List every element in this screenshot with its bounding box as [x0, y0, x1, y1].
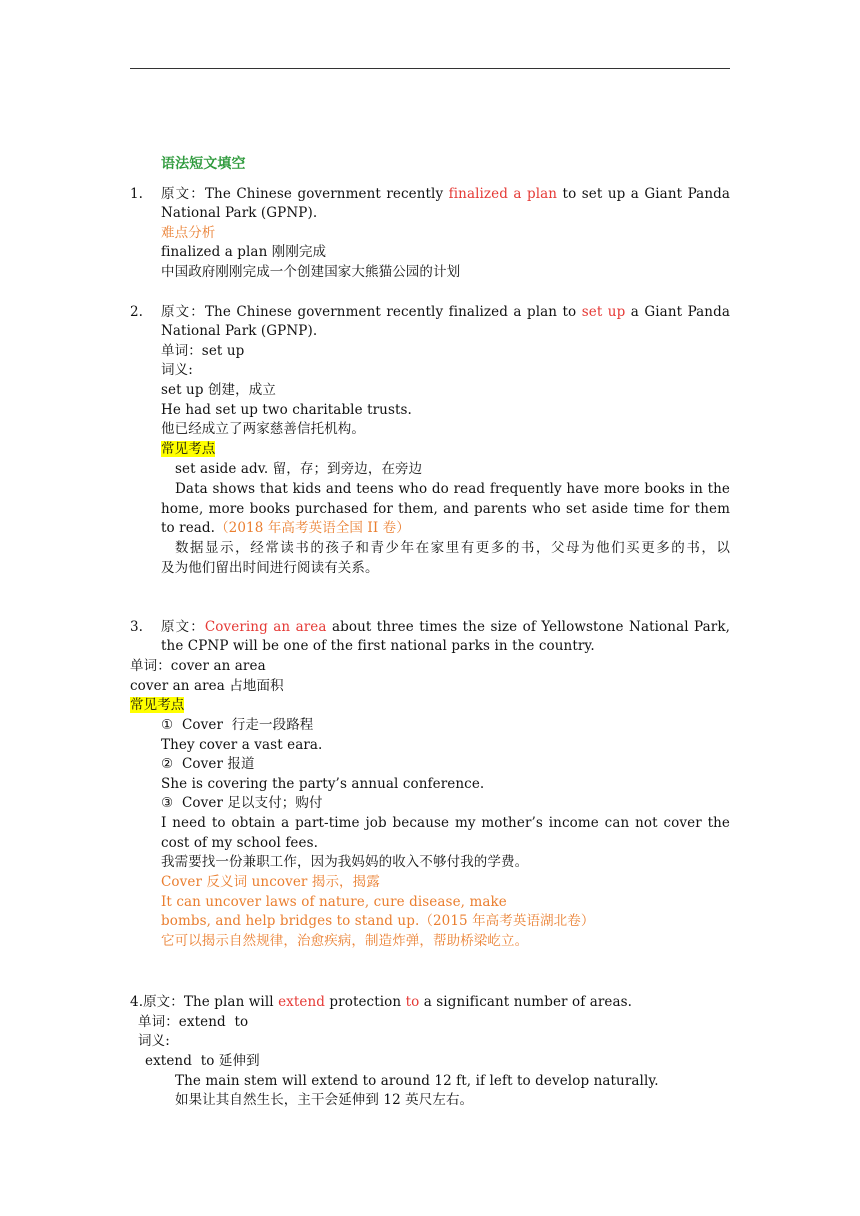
item-3-sense-1-example: They cover a vast eara. [161, 737, 323, 753]
item-2-example: He had set up two charitable trusts. [161, 402, 412, 418]
item-4-meaning-label: 词义: [138, 1033, 170, 1049]
item-3-sense-2: ② Cover 报道 [161, 756, 255, 772]
item-1-number: 1. [130, 186, 143, 202]
item-4-example: The main stem will extend to around 12 ft, if left to develop naturally. [175, 1073, 659, 1089]
item-4-keyword-to: to [405, 994, 420, 1010]
item-1-analysis: finalized a plan 刚刚完成 [161, 244, 327, 260]
item-3-number: 3. [130, 619, 143, 635]
item-1-translation: 中国政府刚刚完成一个创建国家大熊猫公园的计划 [161, 264, 461, 280]
item-2-word: 单词：set up [161, 343, 245, 359]
item-3-sense-3-example-cn: 我需要找一份兼职工作，因为我妈妈的收入不够付我的学费。 [161, 854, 529, 870]
item-2-definition: set up 创建，成立 [161, 382, 276, 398]
item-1-keyword: finalized a plan [448, 186, 558, 202]
item-1-sentence: 原文：The Chinese government recently finalized a plan to set up a Giant Panda [161, 186, 731, 202]
item-2-para-line-2: home, more books purchased for them, and parents who set aside time for them [161, 501, 730, 517]
item-3-common-label: 常见考点 [130, 697, 185, 713]
item-3-antonym: Cover 反义词 uncover 揭示，揭露 [161, 874, 380, 890]
item-2-cn-line-1: 数据显示，经常读书的孩子和青少年在家里有更多的书，父母为他们买更多的书，以 [175, 540, 730, 556]
section-title: 语法短文填空 [161, 156, 246, 172]
item-3-sentence: 原文：Covering an area about three times the size of Yellowstone National Park, [161, 619, 730, 635]
item-2-para-line-3: to read.（2018 年高考英语全国 II 卷） [161, 520, 410, 536]
item-4-definition: extend to 延伸到 [145, 1053, 260, 1069]
item-3-antonym-example-1: It can uncover laws of nature, cure disease, make [161, 894, 507, 910]
item-4-sentence: 4.原文：The plan will extend protection to a significant number of areas. [130, 994, 633, 1010]
item-2-sentence: 原文：The Chinese government recently finalized a plan to set up a Giant Panda [161, 304, 730, 320]
item-3-sense-3-example-1: I need to obtain a part-time job because my mother’s income can not cover the [161, 815, 730, 831]
item-3-definition: cover an area 占地面积 [130, 678, 284, 694]
item-2-number: 2. [130, 304, 143, 320]
item-3-sentence-cont: the CPNP will be one of the first national parks in the country. [161, 638, 595, 654]
item-2-keyword: set up [581, 304, 626, 320]
item-3-sense-1: ① Cover 行走一段路程 [161, 717, 314, 733]
item-2-set-aside: set aside adv. 留，存；到旁边，在旁边 [175, 461, 423, 477]
item-2-cn-line-2: 及为他们留出时间进行阅读有关系。 [161, 560, 379, 576]
item-3-antonym-example-2: bombs, and help bridges to stand up.（2015 年高考英语湖北卷） [161, 913, 595, 929]
item-2-common-points [161, 440, 215, 459]
item-3-keyword: Covering an area [204, 619, 327, 635]
item-3-antonym-example-cn: 它可以揭示自然规律，治愈疾病，制造炸弹，帮助桥梁屹立。 [161, 933, 529, 949]
item-3-sense-3: ③ Cover 足以支付；购付 [161, 795, 323, 811]
item-3-common-points [130, 696, 184, 715]
item-2-source: （2018 年高考英语全国 II 卷） [215, 520, 410, 536]
item-2-example-cn: 他已经成立了两家慈善信托机构。 [161, 421, 365, 437]
item-4-keyword-extend: extend [278, 994, 326, 1010]
item-3-sense-3-example-2: cost of my school fees. [161, 835, 319, 851]
item-4-word: 单词：extend to [138, 1014, 249, 1030]
item-3-word: 单词：cover an area [130, 658, 266, 674]
item-3-sense-2-example: She is covering the party’s annual conference. [161, 776, 485, 792]
item-2-common-label: 常见考点 [161, 441, 216, 457]
item-2-para-line-1: Data shows that kids and teens who do read frequently have more books in the [175, 481, 730, 497]
item-4-example-cn: 如果让其自然生长，主干会延伸到 12 英尺左右。 [175, 1092, 474, 1108]
item-1-sentence-cont: National Park (GPNP). [161, 205, 318, 221]
item-1-analysis-heading: 难点分析 [161, 225, 216, 241]
item-2-sentence-cont: National Park (GPNP). [161, 323, 318, 339]
item-2-meaning-label: 词义: [161, 362, 193, 378]
